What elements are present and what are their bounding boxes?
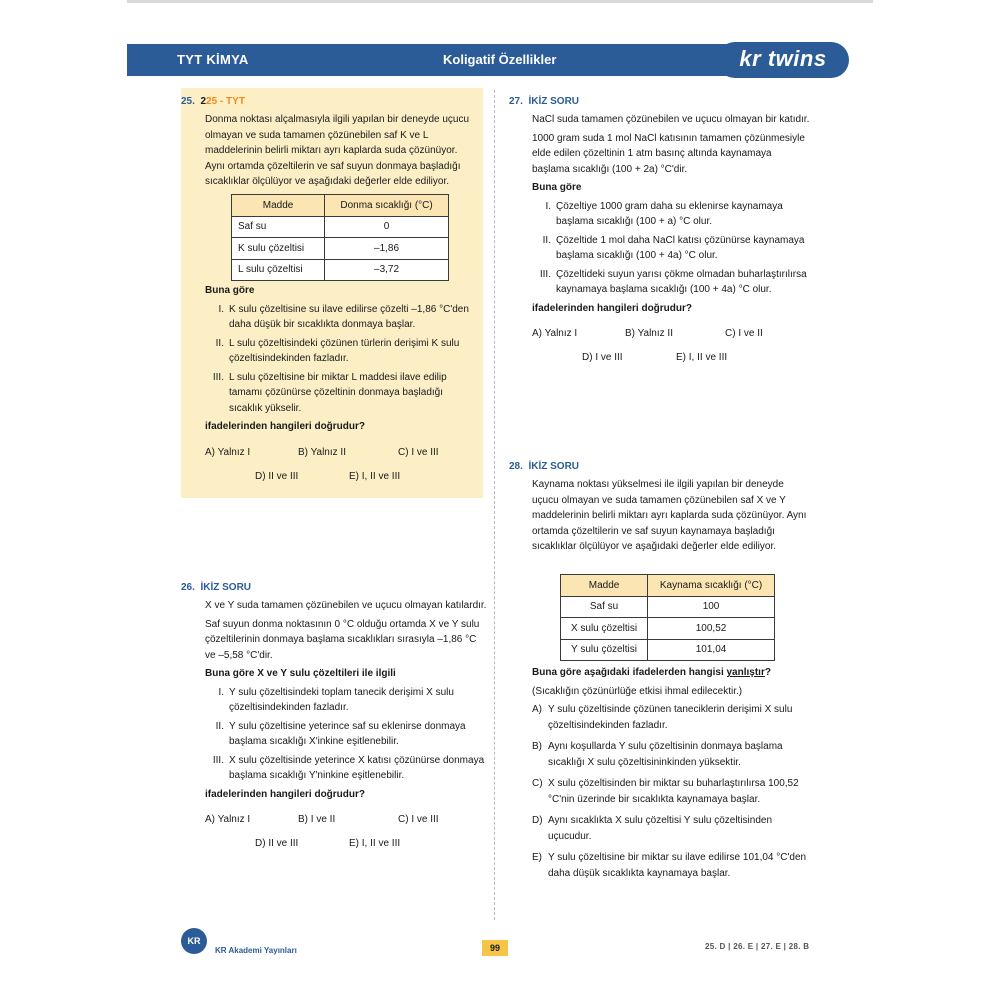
option-d[interactable]: D) II ve III	[255, 470, 299, 482]
statement-item	[205, 753, 489, 784]
q28-question-post: ?	[764, 667, 771, 678]
q26-body	[205, 598, 489, 854]
option-c[interactable]: C) I ve III	[398, 446, 439, 458]
option-text: Y sulu çözeltisinde çözünen taneciklerin derişimi X sulu çözeltisindekinden fazladır.	[548, 704, 793, 731]
q28-body	[532, 477, 810, 558]
option-c[interactable]: C) I ve III	[398, 814, 439, 825]
answer-key: 25. D | 26. E | 27. E | 28. B	[705, 942, 810, 951]
option-e[interactable]: E) I, II ve III	[349, 838, 401, 849]
page-number: 99	[482, 940, 508, 956]
q25-cell: L sulu çözeltisi	[232, 259, 325, 281]
page	[127, 0, 873, 1000]
q28-number: 28.	[509, 461, 523, 472]
option-text: Y sulu çözeltisine bir miktar su ilave edilirse 101,04 °C'den daha düşük sıcaklıkta kaynamaya başlar.	[548, 852, 807, 879]
q26-p1: X ve Y suda tamamen çözünebilen ve uçucu olmayan katılardır.	[205, 600, 487, 611]
q25-options	[205, 439, 477, 487]
q25-cell: K sulu çözeltisi	[232, 238, 325, 260]
option-b[interactable]	[532, 739, 814, 770]
q28-cell: Saf su	[561, 596, 648, 618]
q26-number-row	[181, 582, 251, 593]
statement-text: Çözeltideki suyun yarısı çökme olmadan buharlaştırılırsa kaynamaya başlama sıcaklığı (100 + 4a) °C olur.	[556, 268, 807, 295]
q25-cell: 0	[325, 216, 449, 238]
option-text: X sulu çözeltisinden bir miktar su buharlaştırılırsa 100,52 °C'nin üzerinde bir sıcaklıkta kaynamaya başlar.	[548, 778, 799, 805]
statement-text: Çözeltiye 1000 gram daha su eklenirse kaynamaya başlama sıcaklığı (100 + a) °C olur.	[556, 200, 783, 227]
option-b[interactable]: B) Yalnız II	[625, 328, 673, 339]
statement-text: Y sulu çözeltisine yeterince saf su eklenirse donmaya başlama sıcaklığı X'inkine eşitlenebilir.	[229, 720, 466, 747]
statement-item	[532, 199, 810, 230]
q28-cell: 100,52	[648, 618, 775, 640]
q28-th-1: Madde	[561, 575, 648, 597]
q25-statements	[205, 283, 477, 487]
option-d[interactable]: D) II ve III	[255, 838, 299, 849]
q28-question-pre: Buna göre aşağıdaki ifadelerden hangisi	[532, 667, 727, 678]
statement-text: L sulu çözeltisindeki çözünen türlerin derişimi K sulu çözeltisindekinden fazladır.	[229, 337, 460, 364]
q26-p2: Saf suyun donma noktasının 0 °C olduğu ortamda X ve Y sulu çözeltilerinin donmaya başlama sıcaklıkları sırasıyla –1,86 °C ve –5,58 °C'dir.	[205, 618, 480, 661]
q27-tag: İKİZ SORU	[528, 96, 580, 107]
option-letter: D)	[532, 815, 543, 826]
option-d[interactable]	[532, 813, 814, 844]
option-a[interactable]	[532, 702, 814, 733]
option-e[interactable]	[532, 850, 814, 881]
q27-number-row	[509, 96, 579, 107]
statement-number: II.	[215, 720, 224, 732]
option-a[interactable]: A) Yalnız I	[205, 446, 251, 458]
option-a[interactable]: A) Yalnız I	[205, 814, 251, 825]
brand-text: kr twins	[739, 46, 827, 71]
q28-cell: 100	[648, 596, 775, 618]
q28-cell: 101,04	[648, 639, 775, 661]
statement-number: II.	[542, 234, 551, 246]
q25-question: ifadelerinden hangileri doğrudur?	[205, 421, 366, 432]
publisher-name: KR Akademi Yayınları	[215, 946, 297, 955]
q25-number: 25.	[181, 96, 195, 107]
q28-cell: Y sulu çözeltisi	[561, 639, 648, 661]
q28-options-block	[532, 665, 814, 887]
option-letter: B)	[532, 741, 542, 752]
q25-cell: Saf su	[232, 216, 325, 238]
q25-tag-rest: 25 - TYT	[206, 96, 245, 107]
q25-tag-prefix: 2	[200, 96, 207, 107]
statement-number: III.	[539, 268, 551, 280]
q28-note: (Sıcaklığın çözünürlüğe etkisi ihmal edilecektir.)	[532, 685, 743, 697]
option-b[interactable]: B) I ve II	[298, 814, 336, 825]
option-c[interactable]: C) I ve II	[725, 328, 763, 339]
top-rule	[127, 0, 873, 3]
q25-cell: –1,86	[325, 238, 449, 260]
statement-text: L sulu çözeltisine bir miktar L maddesi ilave edilip tamamı çözünürse çözeltinin donmaya başladığı sıcaklık yükselir.	[229, 371, 447, 414]
statement-item	[205, 685, 489, 716]
option-letter: A)	[532, 704, 542, 715]
statement-number: I.	[218, 303, 224, 315]
q25-lead: Buna göre	[205, 285, 255, 296]
q27-p1: NaCl suda tamamen çözünebilen ve uçucu olmayan bir katıdır.	[532, 114, 810, 125]
option-d[interactable]: D) I ve III	[582, 352, 623, 363]
q26-lead: Buna göre X ve Y sulu çözeltileri ile ilgili	[205, 668, 396, 679]
q27-p2: 1000 gram suda 1 mol NaCl katısının tamamen çözünmesiyle elde edilen çözeltinin 1 atm basınç altında kaynamaya başlama sıcaklığı (100 + 2a) °C'dir.	[532, 132, 805, 175]
q27-lead: Buna göre	[532, 182, 582, 193]
q25-th-1: Madde	[232, 195, 325, 217]
option-letter: C)	[532, 778, 543, 789]
q28-stem: Kaynama noktası yükselmesi ile ilgili yapılan bir deneyde uçucu olmayan ve suda tamamen çözünebilen saf X ve Y maddelerinin belirli miktarı ayrı kaplarda suda çözünüyor. Aynı ortamda çözeltilerin ve saf suyun kaynamaya başladığı sıcaklıklar ölçülüyor ve aşağıdaki değerler elde ediliyor.	[532, 479, 807, 552]
q26-options	[205, 806, 489, 854]
statement-item	[205, 302, 477, 333]
option-text: Aynı koşullarda Y sulu çözeltisinin donmaya başlama sıcaklığı X sulu çözeltisininkinden yüksektir.	[548, 741, 783, 768]
q25-stem: Donma noktası alçalmasıyla ilgili yapılan bir deneyde uçucu olmayan ve suda tamamen çözünebilen saf K ve L maddelerinin belirli miktarı ayrı kaplarda suda çözünüyor. Aynı ortamda çözeltilerin ve saf suyun donmaya başladığı sıcaklıklar ölçülüyor ve aşağıdaki değerler elde ediliyor.	[205, 114, 470, 187]
q25-table	[231, 194, 449, 281]
column-divider	[494, 90, 495, 920]
q28-question	[532, 665, 814, 681]
q25-cell: –3,72	[325, 259, 449, 281]
q25-th-2: Donma sıcaklığı (°C)	[325, 195, 449, 217]
statement-item	[205, 719, 489, 750]
option-e[interactable]: E) I, II ve III	[676, 352, 728, 363]
q28-table	[560, 574, 775, 661]
option-b[interactable]: B) Yalnız II	[298, 446, 346, 458]
q28-tag: İKİZ SORU	[528, 461, 580, 472]
q27-body	[532, 112, 810, 368]
statement-item	[205, 336, 477, 367]
statement-text: Y sulu çözeltisindeki toplam tanecik derişimi X sulu çözeltisindekinden fazladır.	[229, 686, 454, 713]
q27-number: 27.	[509, 96, 523, 107]
statement-text: X sulu çözeltisinde yeterince X katısı çözünürse donmaya başlama sıcaklığı Y'ninkine eşitlenebilir.	[229, 754, 485, 781]
q26-tag: İKİZ SORU	[200, 582, 252, 593]
option-letter: E)	[532, 852, 542, 863]
statement-item	[532, 267, 810, 298]
statement-number: I.	[218, 686, 224, 698]
statement-item	[205, 370, 477, 417]
statement-number: I.	[545, 200, 551, 212]
q25-number-row	[181, 96, 245, 107]
statement-number: II.	[215, 337, 224, 349]
subject-title: TYT KİMYA	[177, 52, 249, 67]
q27-question: ifadelerinden hangileri doğrudur?	[532, 302, 693, 314]
option-text: Aynı sıcaklıkta X sulu çözeltisi Y sulu çözeltisinden uçucudur.	[548, 815, 773, 842]
statement-number: III.	[212, 371, 224, 383]
q28-cell: X sulu çözeltisi	[561, 618, 648, 640]
statement-item	[532, 233, 810, 264]
brand-logo	[717, 42, 849, 78]
statement-text: K sulu çözeltisine su ilave edilirse çözelti –1,86 °C'den daha düşük bir sıcaklıkta donmaya başlar.	[229, 303, 469, 330]
q27-options	[532, 320, 810, 368]
topic-title: Koligatif Özellikler	[443, 52, 557, 67]
q26-number: 26.	[181, 582, 195, 593]
q26-question: ifadelerinden hangileri doğrudur?	[205, 788, 366, 800]
publisher-logo-icon: KR	[181, 928, 207, 954]
q28-th-2: Kaynama sıcaklığı (°C)	[648, 575, 775, 597]
q28-question-emph: yanlıştır	[726, 667, 765, 678]
option-e[interactable]: E) I, II ve III	[349, 470, 401, 482]
statement-text: Çözeltide 1 mol daha NaCl katısı çözünürse kaynamaya başlama sıcaklığı (100 + 4a) °C olur.	[556, 234, 805, 261]
q28-number-row	[509, 461, 579, 472]
option-a[interactable]: A) Yalnız I	[532, 328, 578, 339]
statement-number: III.	[212, 754, 224, 766]
q25-body	[205, 112, 477, 193]
option-c[interactable]	[532, 776, 814, 807]
